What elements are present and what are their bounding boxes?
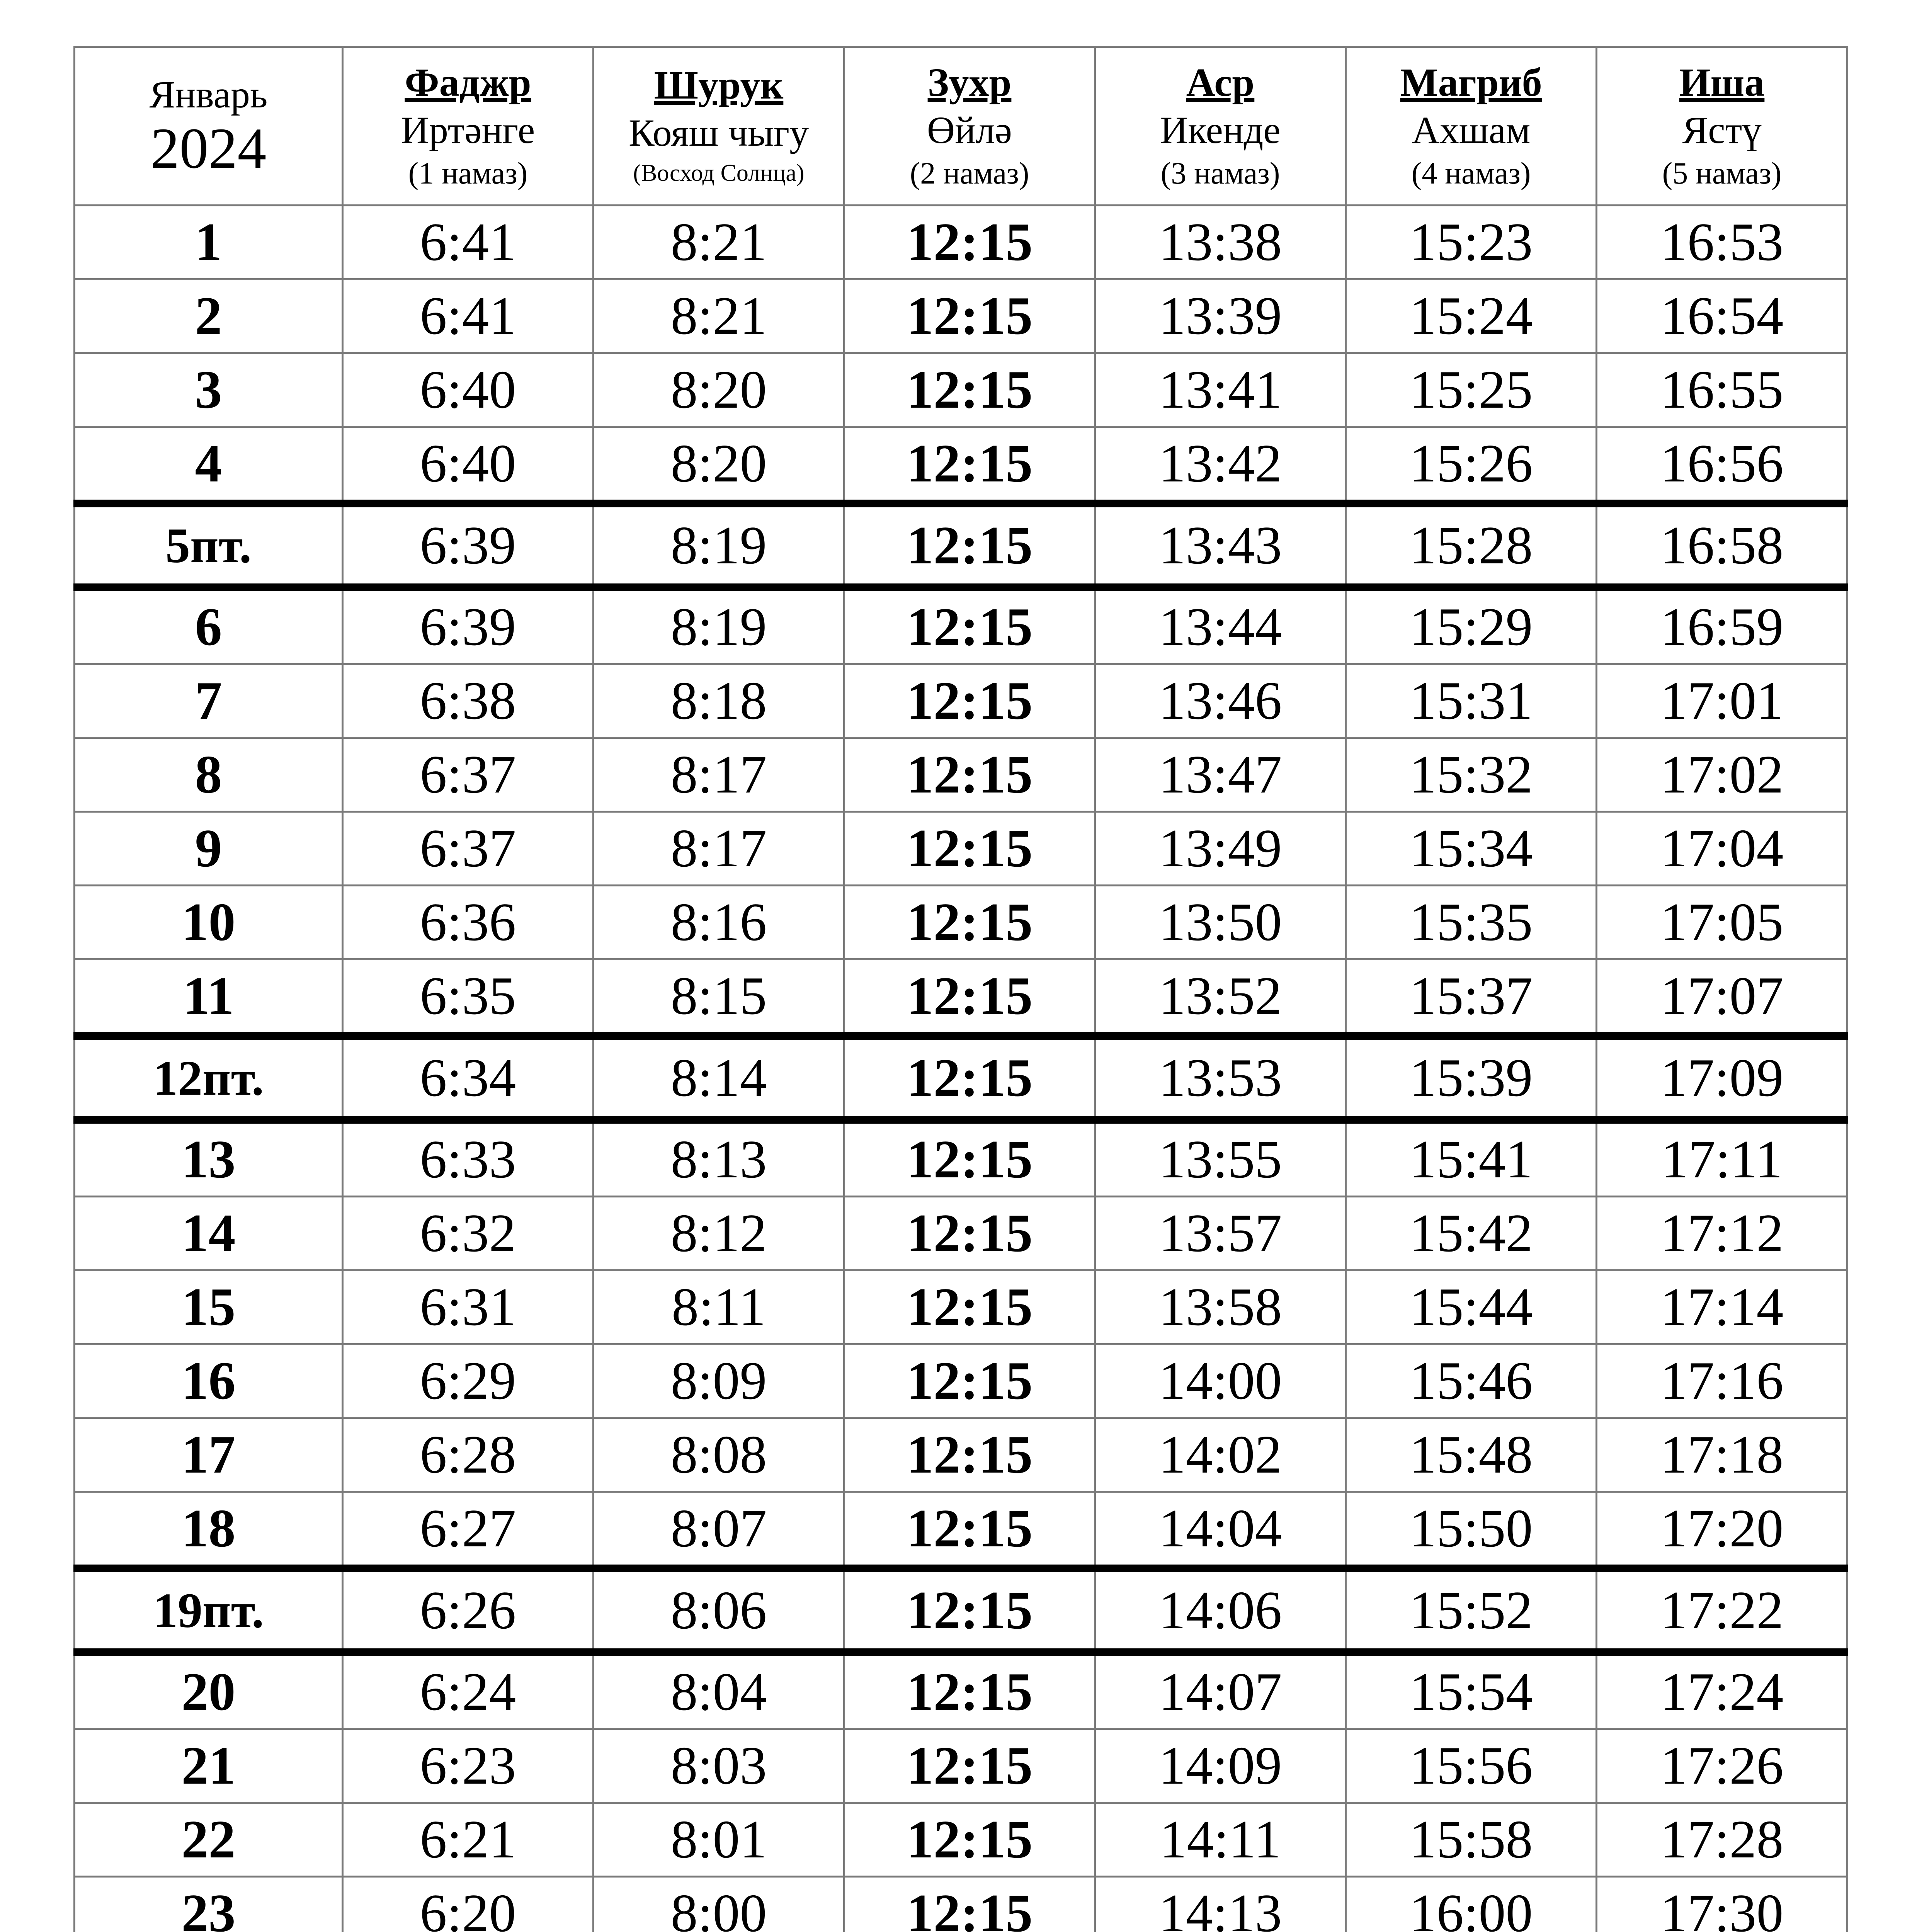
zuhr-time-cell: 12:15 <box>844 1492 1095 1569</box>
zuhr-time-cell: 12:15 <box>844 279 1095 353</box>
isha-time-cell: 17:26 <box>1597 1729 1847 1803</box>
month-label: Январь <box>149 73 268 116</box>
isha-time-cell: 17:20 <box>1597 1492 1847 1569</box>
maghrib-time-cell: 15:37 <box>1346 959 1597 1036</box>
day-cell: 12пт. <box>75 1036 343 1120</box>
year-label: 2024 <box>150 116 267 180</box>
table-row <box>75 1418 1847 1492</box>
fajr-time-cell: 6:35 <box>343 959 594 1036</box>
fajr-time-cell: 6:32 <box>343 1197 594 1270</box>
isha-time-cell: 16:55 <box>1597 353 1847 427</box>
zuhr-time-cell: 12:15 <box>844 1344 1095 1418</box>
shuruk-time-cell: 8:18 <box>594 664 844 738</box>
shuruk-time-cell: 8:06 <box>594 1568 844 1652</box>
friday-row <box>75 1036 1847 1120</box>
day-cell: 1 <box>75 206 343 279</box>
zuhr-time-cell: 12:15 <box>844 353 1095 427</box>
prayer-note: (1 намаз) <box>408 156 528 190</box>
prayer-name: Шурук <box>654 63 784 108</box>
maghrib-time-cell: 15:29 <box>1346 587 1597 664</box>
day-cell: 16 <box>75 1344 343 1418</box>
fajr-time-cell: 6:37 <box>343 738 594 812</box>
fajr-time-cell: 6:39 <box>343 503 594 587</box>
table-row <box>75 812 1847 886</box>
table-row <box>75 664 1847 738</box>
day-cell: 2 <box>75 279 343 353</box>
isha-time-cell: 17:22 <box>1597 1568 1847 1652</box>
isha-time-cell: 16:58 <box>1597 503 1847 587</box>
shuruk-time-cell: 8:14 <box>594 1036 844 1120</box>
day-cell: 15 <box>75 1270 343 1344</box>
table-row <box>75 1492 1847 1569</box>
zuhr-time-cell: 12:15 <box>844 1120 1095 1197</box>
shuruk-time-cell: 8:00 <box>594 1877 844 1932</box>
maghrib-time-cell: 15:39 <box>1346 1036 1597 1120</box>
shuruk-header <box>594 47 844 206</box>
table-header <box>75 47 1847 206</box>
isha-header <box>1597 47 1847 206</box>
maghrib-time-cell: 15:24 <box>1346 279 1597 353</box>
asr-time-cell: 13:55 <box>1095 1120 1346 1197</box>
maghrib-time-cell: 15:52 <box>1346 1568 1597 1652</box>
asr-time-cell: 14:06 <box>1095 1568 1346 1652</box>
shuruk-time-cell: 8:21 <box>594 279 844 353</box>
table-body <box>75 206 1847 1932</box>
fajr-time-cell: 6:26 <box>343 1568 594 1652</box>
shuruk-time-cell: 8:17 <box>594 738 844 812</box>
maghrib-time-cell: 15:50 <box>1346 1492 1597 1569</box>
day-cell: 11 <box>75 959 343 1036</box>
fajr-time-cell: 6:41 <box>343 206 594 279</box>
zuhr-time-cell: 12:15 <box>844 206 1095 279</box>
maghrib-time-cell: 15:46 <box>1346 1344 1597 1418</box>
prayer-note: (3 намаз) <box>1160 156 1280 190</box>
maghrib-time-cell: 15:41 <box>1346 1120 1597 1197</box>
asr-time-cell: 14:13 <box>1095 1877 1346 1932</box>
asr-time-cell: 13:58 <box>1095 1270 1346 1344</box>
asr-time-cell: 14:07 <box>1095 1652 1346 1729</box>
isha-time-cell: 17:24 <box>1597 1652 1847 1729</box>
isha-time-cell: 17:02 <box>1597 738 1847 812</box>
asr-time-cell: 13:52 <box>1095 959 1346 1036</box>
zuhr-time-cell: 12:15 <box>844 587 1095 664</box>
zuhr-time-cell: 12:15 <box>844 1803 1095 1877</box>
maghrib-time-cell: 15:48 <box>1346 1418 1597 1492</box>
day-cell: 23 <box>75 1877 343 1932</box>
zuhr-time-cell: 12:15 <box>844 1270 1095 1344</box>
zuhr-time-cell: 12:15 <box>844 1877 1095 1932</box>
prayer-tatar-name: Ястү <box>1682 108 1762 151</box>
shuruk-time-cell: 8:07 <box>594 1492 844 1569</box>
prayer-tatar-name: Ахшам <box>1412 108 1531 151</box>
maghrib-time-cell: 15:56 <box>1346 1729 1597 1803</box>
shuruk-time-cell: 8:03 <box>594 1729 844 1803</box>
fajr-time-cell: 6:37 <box>343 812 594 886</box>
zuhr-time-cell: 12:15 <box>844 1197 1095 1270</box>
maghrib-time-cell: 15:32 <box>1346 738 1597 812</box>
table-row <box>75 738 1847 812</box>
month-year-header <box>75 47 343 206</box>
prayer-note: (4 намаз) <box>1411 156 1531 190</box>
asr-time-cell: 13:57 <box>1095 1197 1346 1270</box>
shuruk-time-cell: 8:15 <box>594 959 844 1036</box>
maghrib-time-cell: 15:31 <box>1346 664 1597 738</box>
asr-time-cell: 13:50 <box>1095 886 1346 959</box>
zuhr-time-cell: 12:15 <box>844 1652 1095 1729</box>
isha-time-cell: 17:18 <box>1597 1418 1847 1492</box>
table-row <box>75 886 1847 959</box>
shuruk-time-cell: 8:09 <box>594 1344 844 1418</box>
prayer-note: (2 намаз) <box>910 156 1029 190</box>
fajr-time-cell: 6:23 <box>343 1729 594 1803</box>
asr-time-cell: 14:11 <box>1095 1803 1346 1877</box>
asr-time-cell: 13:47 <box>1095 738 1346 812</box>
table-row <box>75 1729 1847 1803</box>
asr-time-cell: 14:02 <box>1095 1418 1346 1492</box>
header-row <box>75 47 1847 206</box>
table-row <box>75 1197 1847 1270</box>
maghrib-time-cell: 15:44 <box>1346 1270 1597 1344</box>
prayer-times-table <box>73 46 1848 1932</box>
day-cell: 19пт. <box>75 1568 343 1652</box>
maghrib-time-cell: 15:28 <box>1346 503 1597 587</box>
asr-time-cell: 13:46 <box>1095 664 1346 738</box>
shuruk-time-cell: 8:16 <box>594 886 844 959</box>
prayer-tatar-name: Кояш чыгу <box>628 111 809 154</box>
fajr-header <box>343 47 594 206</box>
shuruk-time-cell: 8:21 <box>594 206 844 279</box>
asr-time-cell: 13:38 <box>1095 206 1346 279</box>
shuruk-time-cell: 8:20 <box>594 353 844 427</box>
isha-time-cell: 17:14 <box>1597 1270 1847 1344</box>
zuhr-time-cell: 12:15 <box>844 1418 1095 1492</box>
isha-time-cell: 16:54 <box>1597 279 1847 353</box>
maghrib-time-cell: 15:58 <box>1346 1803 1597 1877</box>
day-cell: 4 <box>75 427 343 504</box>
shuruk-time-cell: 8:19 <box>594 503 844 587</box>
day-cell: 17 <box>75 1418 343 1492</box>
asr-time-cell: 14:00 <box>1095 1344 1346 1418</box>
table-row <box>75 353 1847 427</box>
day-cell: 18 <box>75 1492 343 1569</box>
table-row <box>75 587 1847 664</box>
fajr-time-cell: 6:36 <box>343 886 594 959</box>
isha-time-cell: 17:16 <box>1597 1344 1847 1418</box>
zuhr-time-cell: 12:15 <box>844 886 1095 959</box>
isha-time-cell: 16:53 <box>1597 206 1847 279</box>
asr-time-cell: 13:49 <box>1095 812 1346 886</box>
shuruk-time-cell: 8:17 <box>594 812 844 886</box>
shuruk-time-cell: 8:04 <box>594 1652 844 1729</box>
shuruk-time-cell: 8:11 <box>594 1270 844 1344</box>
zuhr-time-cell: 12:15 <box>844 738 1095 812</box>
fajr-time-cell: 6:24 <box>343 1652 594 1729</box>
maghrib-time-cell: 15:26 <box>1346 427 1597 504</box>
isha-time-cell: 17:07 <box>1597 959 1847 1036</box>
zuhr-time-cell: 12:15 <box>844 1036 1095 1120</box>
maghrib-time-cell: 16:00 <box>1346 1877 1597 1932</box>
zuhr-time-cell: 12:15 <box>844 959 1095 1036</box>
fajr-time-cell: 6:20 <box>343 1877 594 1932</box>
day-cell: 3 <box>75 353 343 427</box>
asr-time-cell: 13:44 <box>1095 587 1346 664</box>
day-cell: 5пт. <box>75 503 343 587</box>
zuhr-header <box>844 47 1095 206</box>
maghrib-header <box>1346 47 1597 206</box>
prayer-tatar-name: Өйлә <box>927 108 1012 151</box>
prayer-name: Аср <box>1186 60 1255 105</box>
maghrib-time-cell: 15:25 <box>1346 353 1597 427</box>
fajr-time-cell: 6:21 <box>343 1803 594 1877</box>
maghrib-time-cell: 15:23 <box>1346 206 1597 279</box>
zuhr-time-cell: 12:15 <box>844 1568 1095 1652</box>
table-row <box>75 1877 1847 1932</box>
asr-time-cell: 14:04 <box>1095 1492 1346 1569</box>
zuhr-time-cell: 12:15 <box>844 503 1095 587</box>
isha-time-cell: 17:11 <box>1597 1120 1847 1197</box>
fajr-time-cell: 6:41 <box>343 279 594 353</box>
table-row <box>75 1120 1847 1197</box>
asr-time-cell: 14:09 <box>1095 1729 1346 1803</box>
shuruk-time-cell: 8:13 <box>594 1120 844 1197</box>
shuruk-time-cell: 8:08 <box>594 1418 844 1492</box>
shuruk-time-cell: 8:01 <box>594 1803 844 1877</box>
table-row <box>75 206 1847 279</box>
table-row <box>75 427 1847 504</box>
zuhr-time-cell: 12:15 <box>844 812 1095 886</box>
day-cell: 10 <box>75 886 343 959</box>
fajr-time-cell: 6:40 <box>343 427 594 504</box>
prayer-name: Зухр <box>927 60 1012 105</box>
maghrib-time-cell: 15:54 <box>1346 1652 1597 1729</box>
table-row <box>75 1803 1847 1877</box>
asr-time-cell: 13:41 <box>1095 353 1346 427</box>
shuruk-time-cell: 8:19 <box>594 587 844 664</box>
table-row <box>75 1652 1847 1729</box>
prayer-note: (Восход Солнца) <box>633 160 805 186</box>
isha-time-cell: 17:01 <box>1597 664 1847 738</box>
isha-time-cell: 16:59 <box>1597 587 1847 664</box>
table-row <box>75 1344 1847 1418</box>
day-cell: 13 <box>75 1120 343 1197</box>
isha-time-cell: 17:30 <box>1597 1877 1847 1932</box>
asr-time-cell: 13:43 <box>1095 503 1346 587</box>
zuhr-time-cell: 12:15 <box>844 1729 1095 1803</box>
isha-time-cell: 17:04 <box>1597 812 1847 886</box>
maghrib-time-cell: 15:42 <box>1346 1197 1597 1270</box>
friday-row <box>75 503 1847 587</box>
prayer-tatar-name: Икенде <box>1160 108 1281 151</box>
isha-time-cell: 17:05 <box>1597 886 1847 959</box>
day-cell: 8 <box>75 738 343 812</box>
isha-time-cell: 17:28 <box>1597 1803 1847 1877</box>
day-cell: 21 <box>75 1729 343 1803</box>
fajr-time-cell: 6:38 <box>343 664 594 738</box>
prayer-note: (5 намаз) <box>1662 156 1782 190</box>
day-cell: 6 <box>75 587 343 664</box>
day-cell: 7 <box>75 664 343 738</box>
day-cell: 20 <box>75 1652 343 1729</box>
prayer-name: Фаджр <box>405 60 531 105</box>
prayer-name: Иша <box>1679 60 1765 105</box>
friday-row <box>75 1568 1847 1652</box>
day-cell: 22 <box>75 1803 343 1877</box>
isha-time-cell: 17:09 <box>1597 1036 1847 1120</box>
fajr-time-cell: 6:39 <box>343 587 594 664</box>
table-row <box>75 959 1847 1036</box>
table-row <box>75 279 1847 353</box>
maghrib-time-cell: 15:34 <box>1346 812 1597 886</box>
fajr-time-cell: 6:29 <box>343 1344 594 1418</box>
table-row <box>75 1270 1847 1344</box>
isha-time-cell: 16:56 <box>1597 427 1847 504</box>
fajr-time-cell: 6:33 <box>343 1120 594 1197</box>
isha-time-cell: 17:12 <box>1597 1197 1847 1270</box>
asr-time-cell: 13:39 <box>1095 279 1346 353</box>
day-cell: 14 <box>75 1197 343 1270</box>
prayer-name: Магриб <box>1400 60 1542 105</box>
shuruk-time-cell: 8:20 <box>594 427 844 504</box>
asr-time-cell: 13:42 <box>1095 427 1346 504</box>
fajr-time-cell: 6:34 <box>343 1036 594 1120</box>
zuhr-time-cell: 12:15 <box>844 664 1095 738</box>
maghrib-time-cell: 15:35 <box>1346 886 1597 959</box>
fajr-time-cell: 6:31 <box>343 1270 594 1344</box>
fajr-time-cell: 6:28 <box>343 1418 594 1492</box>
asr-time-cell: 13:53 <box>1095 1036 1346 1120</box>
fajr-time-cell: 6:40 <box>343 353 594 427</box>
shuruk-time-cell: 8:12 <box>594 1197 844 1270</box>
asr-header <box>1095 47 1346 206</box>
fajr-time-cell: 6:27 <box>343 1492 594 1569</box>
day-cell: 9 <box>75 812 343 886</box>
zuhr-time-cell: 12:15 <box>844 427 1095 504</box>
prayer-tatar-name: Иртәнге <box>401 108 535 151</box>
